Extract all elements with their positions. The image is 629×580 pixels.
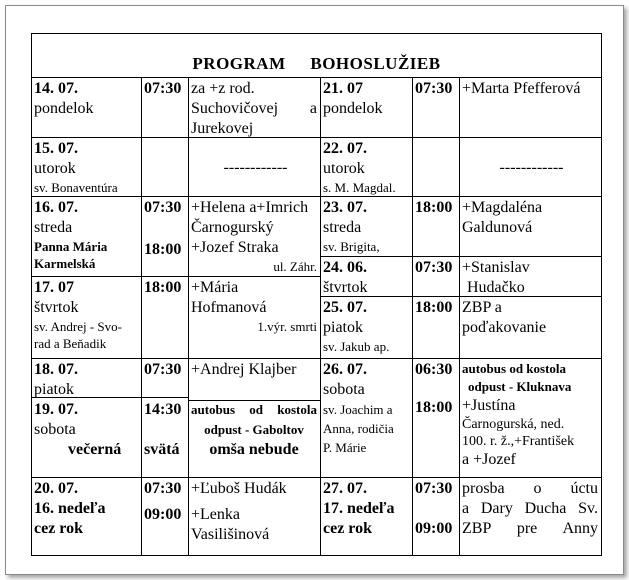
mass-note: svätá bbox=[144, 441, 180, 458]
row-divider bbox=[320, 137, 601, 138]
time: 14:30 bbox=[144, 401, 182, 418]
date-cell bbox=[321, 479, 412, 539]
saint: Anna, rodičia bbox=[323, 421, 394, 436]
date: 15. 07. bbox=[34, 140, 78, 157]
schedule-body bbox=[32, 78, 601, 555]
intention-line: prosba o úctu bbox=[462, 480, 598, 497]
saint: Panna Mária bbox=[34, 239, 108, 254]
intention-line: odpust - Gaboltov bbox=[204, 422, 304, 437]
intention-line: autobus od kostola bbox=[462, 361, 567, 376]
date-cell bbox=[32, 198, 140, 272]
date: 20. 07. bbox=[34, 480, 78, 497]
intention-line: ul. Záhr. bbox=[273, 259, 317, 274]
intention-line: +Lenka bbox=[191, 506, 240, 523]
intention-line: Galdunová bbox=[462, 219, 533, 236]
date-cell bbox=[321, 360, 412, 457]
row-divider bbox=[32, 477, 320, 478]
intention-line: Suchovičovej a bbox=[191, 100, 317, 117]
saint: rad a Beňadik bbox=[34, 336, 107, 351]
intention: ------------ bbox=[499, 159, 564, 176]
time: 18:00 bbox=[144, 241, 182, 258]
time: 18:00 bbox=[415, 399, 453, 416]
intention-line: 1.výr. smrti bbox=[257, 319, 317, 334]
intention-line: +Ľuboš Hudák bbox=[191, 480, 287, 497]
table-title bbox=[32, 34, 601, 78]
sunday-label: cez rok bbox=[34, 520, 84, 537]
saint: Karmelská bbox=[34, 256, 96, 271]
date: 17. 07 bbox=[34, 279, 74, 296]
intention-line: +Mária bbox=[191, 279, 239, 296]
time: 18:00 bbox=[415, 199, 453, 216]
intention bbox=[189, 198, 320, 275]
intention bbox=[189, 479, 320, 545]
date-cell bbox=[321, 258, 412, 298]
date-cell bbox=[32, 278, 140, 352]
time: 06:30 bbox=[415, 361, 453, 378]
time: 07:30 bbox=[144, 199, 182, 216]
row-divider bbox=[32, 358, 320, 359]
intention-line: +Magdaléna bbox=[462, 199, 543, 216]
sunday-label: 17. nedeľa bbox=[323, 500, 395, 517]
row-divider bbox=[32, 196, 320, 197]
date: 22. 07. bbox=[323, 140, 367, 157]
intention: +Andrej Klajber bbox=[191, 361, 297, 378]
time: 18:00 bbox=[415, 299, 453, 316]
date: 16. 07. bbox=[34, 199, 78, 216]
date-cell bbox=[32, 79, 140, 119]
intention bbox=[460, 258, 601, 298]
intention bbox=[460, 298, 601, 338]
schedule-table bbox=[31, 33, 602, 556]
intention-line: poďakovanie bbox=[462, 319, 547, 336]
time: 07:30 bbox=[144, 361, 182, 378]
intention: +Marta Pfefferová bbox=[462, 80, 581, 97]
intention-line: Hofmanová bbox=[191, 299, 267, 316]
date: 18. 07. bbox=[34, 361, 78, 378]
intention bbox=[189, 278, 320, 335]
intention-line: 100. r. ž.,+František bbox=[462, 434, 575, 449]
time: 07:30 bbox=[415, 259, 453, 276]
weekday: streda bbox=[323, 219, 362, 236]
weekday: sobota bbox=[34, 421, 76, 438]
time: 09:00 bbox=[144, 506, 182, 523]
weekday: štvrtok bbox=[323, 279, 368, 296]
date-cell bbox=[32, 360, 140, 400]
sunday-label: 16. nedeľa bbox=[34, 500, 106, 517]
row-divider bbox=[320, 477, 601, 478]
weekday: sobota bbox=[323, 381, 365, 398]
date-cell bbox=[32, 139, 140, 196]
intention bbox=[189, 79, 320, 139]
intention-line: ZBP a bbox=[462, 299, 502, 316]
weekday: pondelok bbox=[34, 100, 94, 117]
intention: ------------ bbox=[223, 159, 288, 176]
date: 27. 07. bbox=[323, 480, 367, 497]
intention-line: +Stanislav bbox=[462, 259, 530, 276]
intention-line: Vasilišinová bbox=[191, 526, 270, 543]
date: 14. 07. bbox=[34, 80, 78, 97]
title-bohosluzieb: BOHOSLUŽIEB bbox=[310, 54, 441, 73]
saint: s. M. Magdal. bbox=[323, 180, 396, 195]
date-cell bbox=[321, 139, 412, 196]
weekday: piatok bbox=[323, 319, 363, 336]
date-cell bbox=[321, 79, 412, 119]
time: 18:00 bbox=[144, 279, 182, 296]
date: 19. 07. bbox=[34, 401, 78, 418]
weekday: pondelok bbox=[323, 100, 383, 117]
mass-note: večerná bbox=[68, 441, 122, 458]
weekday: streda bbox=[34, 219, 73, 236]
saint: P. Márie bbox=[323, 440, 367, 455]
saint: sv. Joachim a bbox=[323, 402, 393, 417]
time: 07:30 bbox=[415, 480, 453, 497]
saint: sv. Andrej - Svo- bbox=[34, 319, 122, 334]
intention-line: a Dary Ducha Sv. bbox=[462, 500, 598, 517]
date: 23. 07. bbox=[323, 199, 367, 216]
time: 07:30 bbox=[415, 80, 453, 97]
intention bbox=[460, 198, 601, 238]
intention bbox=[460, 479, 601, 539]
time: 07:30 bbox=[144, 480, 182, 497]
intention-line: omša nebude bbox=[209, 441, 299, 458]
row-divider bbox=[320, 256, 601, 257]
date: 21. 07 bbox=[323, 80, 363, 97]
intention-line: Čarnogurský bbox=[191, 219, 274, 236]
date: 25. 07. bbox=[323, 299, 367, 316]
intention bbox=[460, 360, 601, 470]
title-program: PROGRAM bbox=[192, 54, 286, 73]
intention-line: odpust - Kluknava bbox=[468, 379, 572, 394]
intention bbox=[189, 400, 320, 460]
sunday-label: cez rok bbox=[323, 520, 373, 537]
weekday: utorok bbox=[323, 160, 365, 177]
row-divider bbox=[32, 276, 320, 277]
intention-line: autobus od kostola bbox=[191, 402, 317, 417]
row-divider bbox=[320, 358, 601, 359]
weekday: štvrtok bbox=[34, 299, 79, 316]
row-divider bbox=[320, 196, 601, 197]
time: 09:00 bbox=[415, 520, 453, 537]
date-cell bbox=[32, 479, 140, 539]
intention-line: Čarnogurská, ned. bbox=[462, 417, 565, 432]
intention-line: +Helena a+Imrich bbox=[191, 199, 309, 216]
date-cell bbox=[321, 298, 412, 355]
date-cell bbox=[321, 198, 412, 255]
saint: sv. Brigita, bbox=[323, 239, 380, 254]
date: 26. 07. bbox=[323, 361, 367, 378]
intention-line: +Justína bbox=[462, 397, 516, 414]
weekday: utorok bbox=[34, 160, 76, 177]
intention-line: +Jozef Straka bbox=[191, 239, 279, 256]
time: 07:30 bbox=[144, 80, 182, 97]
date-cell bbox=[32, 400, 140, 460]
intention-line: Jurekovej bbox=[191, 120, 254, 137]
intention-line: Hudačko bbox=[467, 279, 525, 296]
weekday: piatok bbox=[34, 381, 74, 398]
saint: sv. Jakub ap. bbox=[323, 339, 390, 354]
row-divider bbox=[141, 397, 188, 398]
intention-line: za +z rod. bbox=[191, 80, 255, 97]
saint: sv. Bonaventúra bbox=[34, 180, 118, 195]
intention-line: ZBP pre Anny bbox=[462, 520, 598, 537]
date: 24. 06. bbox=[323, 259, 367, 276]
intention-line: a +Jozef bbox=[462, 451, 516, 468]
